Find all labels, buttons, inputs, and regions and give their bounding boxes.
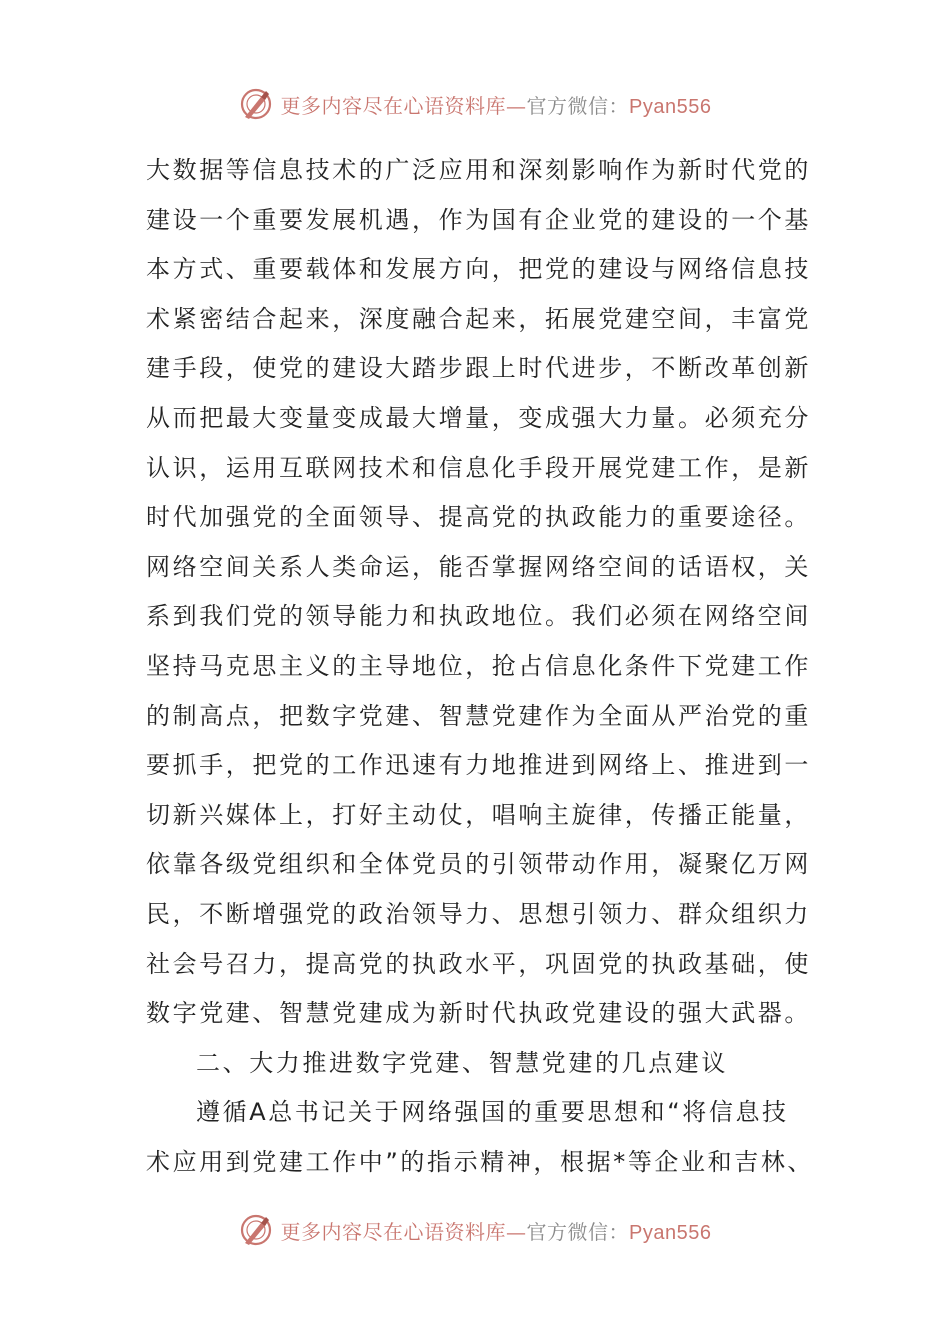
text-line: 坚持马克思主义的主导地位，抢占信息化条件下党建工作	[146, 651, 811, 680]
text-line: 民，不断增强党的政治领导力、思想引领力、群众组织力	[146, 899, 811, 928]
watermark-official-label: 官方微信：	[526, 93, 630, 118]
text-line: 建设一个重要发展机遇，作为国有企业党的建设的一个基	[146, 205, 811, 234]
text-line: 的制高点，把数字党建、智慧党建作为全面从严治党的重	[146, 701, 811, 730]
text-line: 数字党建、智慧党建成为新时代执政党建设的强大武器。	[146, 999, 811, 1028]
text-line: 网络空间关系人类命运，能否掌握网络空间的话语权，关	[146, 552, 811, 581]
watermark-dash: —	[506, 93, 527, 118]
watermark-official-label: 官方微信：	[526, 1219, 630, 1244]
pen-logo-icon	[239, 1213, 273, 1247]
watermark-main-text: 更多内容尽在心语资料库	[280, 1219, 507, 1244]
text-line: 从而把最大变量变成最大增量，变成强大力量。必须充分	[146, 403, 811, 432]
text-line: 本方式、重要载体和发展方向，把党的建设与网络信息技	[146, 255, 811, 284]
document-body	[146, 146, 815, 1187]
text-line: 术应用到党建工作中”的指示精神，根据*等企业和吉林、	[146, 1147, 815, 1176]
text-line: 系到我们党的领导能力和执政地位。我们必须在网络空间	[146, 602, 811, 631]
watermark-dash: —	[506, 1219, 527, 1244]
watermark-text	[281, 1216, 712, 1245]
footer-watermark	[0, 1210, 950, 1250]
text-line: 切新兴媒体上，打好主动仗，唱响主旋律，传播正能量，	[146, 800, 811, 829]
text-line: 大数据等信息技术的广泛应用和深刻影响作为新时代党的	[146, 156, 811, 184]
text-line: 术紧密结合起来，深度融合起来，拓展党建空间，丰富党	[146, 304, 811, 333]
watermark-text	[281, 90, 712, 119]
text-line: 要抓手，把党的工作迅速有力地推进到网络上、推进到一	[146, 751, 811, 780]
text-line: 社会号召力，提高党的执政水平，巩固党的执政基础，使	[146, 949, 811, 978]
watermark-wechat-id: Pyan556	[629, 95, 712, 118]
watermark-main-text: 更多内容尽在心语资料库	[280, 93, 507, 118]
section-heading: 二、大力推进数字党建、智慧党建的几点建议	[196, 1048, 728, 1077]
text-line: 时代加强党的全面领导、提高党的执政能力的重要途径。	[146, 503, 811, 532]
text-line: 依靠各级党组织和全体党员的引领带动作用，凝聚亿万网	[146, 850, 811, 879]
pen-logo-icon	[239, 87, 273, 121]
paragraph-start-line: 遵循A总书记关于网络强国的重要思想和“将信息技	[196, 1098, 789, 1127]
text-line: 认识，运用互联网技术和信息化手段开展党建工作，是新	[146, 453, 811, 482]
watermark-wechat-id: Pyan556	[629, 1221, 712, 1244]
header-watermark	[0, 84, 950, 124]
text-line: 建手段，使党的建设大踏步跟上时代进步，不断改革创新	[146, 354, 811, 383]
